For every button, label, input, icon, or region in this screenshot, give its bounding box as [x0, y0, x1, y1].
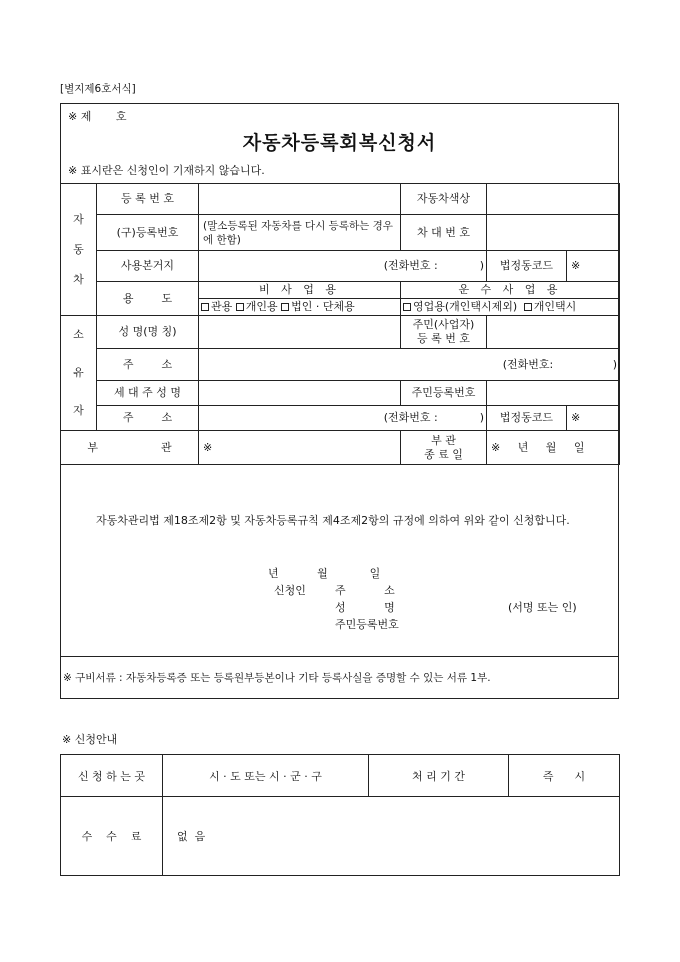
base-location-label: 사용본거지 — [97, 251, 199, 282]
owner-address-field[interactable] — [199, 349, 620, 381]
registration-number-note: ※ 제 호 — [68, 110, 127, 123]
owner-legal-code-label: 법정동코드 — [487, 406, 567, 431]
business-checkbox[interactable] — [403, 303, 411, 311]
owner-phone2: (전화번호 : ) — [383, 411, 484, 425]
place-label: 신 청 하 는 곳 — [61, 755, 163, 797]
reg-number-field[interactable] — [199, 184, 401, 215]
old-reg-number-label: (구)등록번호 — [97, 215, 199, 251]
commercial-options: 영업용(개인택시제외) 개인택시 — [401, 299, 620, 316]
owner-legal-code-field: ※ — [567, 406, 620, 431]
notice-text: ※ 표시란은 신청인이 기재하지 않습니다. — [68, 164, 265, 177]
appendix-field: ※ — [199, 431, 401, 465]
guide-table — [60, 754, 620, 876]
household-head-field[interactable] — [199, 381, 401, 406]
commercial-label: 운 수 사 업 용 — [401, 282, 620, 299]
resident-number-label: 주민등록번호 — [401, 381, 487, 406]
non-commercial-label: 비 사 업 용 — [199, 282, 401, 299]
non-commercial-options: 관용 개인용 법인 · 단체용 — [199, 299, 401, 316]
appendix-label: 부 관 — [61, 431, 199, 465]
owner-phone: (전화번호: ) — [502, 357, 617, 371]
owner-address-label: 주 소 — [97, 349, 199, 381]
period-label: 처 리 기 간 — [369, 755, 509, 797]
owner-id-field[interactable] — [487, 316, 620, 349]
place-value: 시 · 도 또는 시 · 군 · 구 — [163, 755, 369, 797]
owner-id-label: 주민(사업자) 등 록 번 호 — [401, 316, 487, 349]
vehicle-section-label: 자 동 차 — [61, 184, 97, 316]
owner-address2-label: 주 소 — [97, 406, 199, 431]
attachment-note: ※ 구비서류 : 자동차등록증 또는 등록원부등본이나 기타 등록사실을 증명할 수 있는 서류 1부. — [63, 672, 491, 684]
appendix-end-date-label: 부 관 종 료 일 — [401, 431, 487, 465]
corporate-checkbox[interactable] — [281, 303, 289, 311]
personal-checkbox[interactable] — [236, 303, 244, 311]
attachment-divider — [60, 656, 619, 657]
applicant-address-line: 주 소 — [335, 584, 395, 597]
period-value: 즉 시 — [509, 755, 620, 797]
page-title: 자동차등록회복신청서 — [242, 132, 437, 154]
base-location-phone: (전화번호 : ) — [383, 259, 484, 272]
color-field[interactable] — [487, 184, 620, 215]
owner-section-label: 소 유 자 — [61, 316, 97, 431]
owner-name-label: 성 명(명 칭) — [97, 316, 199, 349]
base-location-field[interactable] — [199, 251, 487, 282]
chassis-field[interactable] — [487, 215, 620, 251]
color-label: 자동차색상 — [401, 184, 487, 215]
appendix-end-date-field: ※ 년 월 일 — [487, 431, 620, 465]
date-line: 년 월 일 — [268, 567, 381, 580]
reg-number-label: 등 록 번 호 — [97, 184, 199, 215]
fee-value: 없 음 — [163, 797, 620, 876]
fee-label: 수 수 료 — [61, 797, 163, 876]
sign-note: (서명 또는 인) — [508, 601, 577, 614]
applicant-resident-line: 주민등록번호 — [335, 618, 399, 631]
form-number-label: [별지제6호서식] — [60, 83, 136, 95]
declaration-text: 자동차관리법 제18조제2항 및 자동차등록규칙 제4조제2항의 규정에 의하여 위와 같이 신청합니다. — [96, 514, 570, 527]
govt-checkbox[interactable] — [201, 303, 209, 311]
owner-address2-field[interactable] — [199, 406, 487, 431]
legal-code-field: ※ — [567, 251, 620, 282]
applicant-label: 신청인 — [274, 584, 306, 597]
resident-number-field[interactable] — [487, 381, 620, 406]
applicant-name-line: 성 명 — [335, 601, 395, 614]
household-head-label: 세 대 주 성 명 — [97, 381, 199, 406]
old-reg-note: (말소등록된 자동차를 다시 등록하는 경우에 한함) — [199, 215, 401, 251]
usage-label: 용 도 — [97, 282, 199, 316]
vehicle-owner-table — [60, 183, 620, 465]
taxi-checkbox[interactable] — [524, 303, 532, 311]
guide-title: ※ 신청안내 — [62, 733, 118, 746]
chassis-label: 차 대 번 호 — [401, 215, 487, 251]
legal-code-label: 법정동코드 — [487, 251, 567, 282]
owner-name-field[interactable] — [199, 316, 401, 349]
